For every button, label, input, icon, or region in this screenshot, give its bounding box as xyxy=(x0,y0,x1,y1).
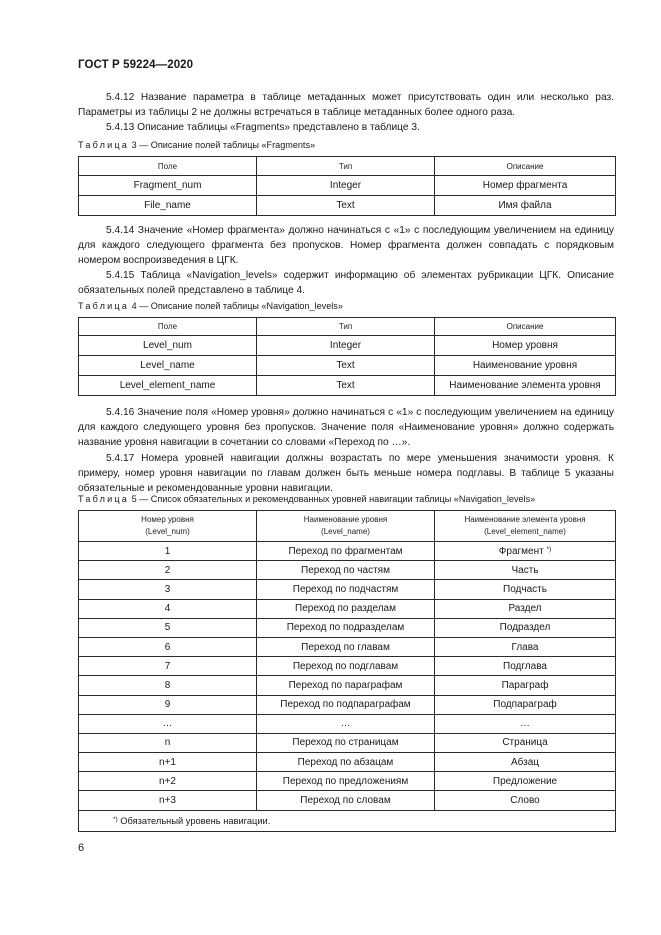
table-row xyxy=(79,676,616,695)
header-line: (Level_name) xyxy=(321,527,370,536)
cell-text: 7 xyxy=(164,660,171,672)
cell-text: n+3 xyxy=(159,795,176,807)
table-cell xyxy=(257,542,435,561)
table-cell: Text xyxy=(257,196,435,216)
cell-text: Слово xyxy=(510,795,540,807)
cell-text: Переход по подглавам xyxy=(292,660,399,672)
cell-text: 5 xyxy=(164,622,171,634)
table5-header-cell xyxy=(435,511,616,542)
table-cell xyxy=(435,753,616,772)
table4-header-cell: Поле xyxy=(79,318,257,336)
table-cell xyxy=(435,599,616,618)
cell-text: Абзац xyxy=(510,756,540,768)
table-4-caption-label: Таблица xyxy=(78,301,130,311)
table-cell xyxy=(435,772,616,791)
paragraph-5-4-16: 5.4.16 Значение поля «Номер уровня» должно начинаться с «1» с последующим увеличением на единицу для каждого следующего уровня без пропусков. Значение поля «Наименование уровня» должно содержать название уровня навигации в сочетании со словами «Переход по …». xyxy=(78,407,614,449)
cell-text: Переход по подчастям xyxy=(292,583,399,595)
cell-text: Подчасть xyxy=(503,583,547,595)
table-cell xyxy=(435,733,616,752)
cell-text: 6 xyxy=(164,641,171,653)
table-cell xyxy=(79,561,257,580)
cell-text: Подглава xyxy=(503,660,547,672)
table-row xyxy=(79,772,616,791)
table-cell: Номер уровня xyxy=(435,336,616,356)
table-row xyxy=(79,196,616,216)
cell-text: Предложение xyxy=(492,775,558,787)
cell-text: Раздел xyxy=(508,603,542,615)
cell-text: Фрагмент xyxy=(498,545,544,557)
table-cell xyxy=(435,676,616,695)
table-5-caption xyxy=(78,493,535,505)
table-row xyxy=(79,599,616,618)
table-cell xyxy=(257,599,435,618)
table-row xyxy=(79,542,616,561)
table-cell xyxy=(257,676,435,695)
table-cell xyxy=(79,657,257,676)
header-line: (Level_num) xyxy=(145,527,190,536)
table-cell xyxy=(79,580,257,599)
cell-text: Подпараграф xyxy=(493,699,557,711)
cell-text: Переход по подразделам xyxy=(286,622,405,634)
table-cell: Integer xyxy=(257,336,435,356)
table-cell xyxy=(79,714,257,733)
table-row xyxy=(79,791,616,810)
table-row xyxy=(79,753,616,772)
table-cell xyxy=(257,714,435,733)
table-3-caption xyxy=(78,139,315,151)
table-row xyxy=(79,714,616,733)
cell-text: n xyxy=(164,737,171,749)
table-cell xyxy=(79,753,257,772)
cell-text: 4 xyxy=(164,603,171,615)
cell-text: Часть xyxy=(511,564,539,576)
page-number: 6 xyxy=(78,842,85,854)
cell-text: … xyxy=(520,718,530,730)
cell-text: Переход по словам xyxy=(300,795,391,807)
cell-text: Переход по страницам xyxy=(292,737,399,749)
table-row xyxy=(79,336,616,356)
table-cell xyxy=(257,580,435,599)
cell-text: Переход по предложениям xyxy=(282,775,409,787)
cell-text: Переход по параграфам xyxy=(288,679,403,691)
table-5-header-row xyxy=(79,511,616,542)
table-cell xyxy=(79,733,257,752)
table-cell xyxy=(257,791,435,810)
table-cell xyxy=(257,772,435,791)
table-4-header-row xyxy=(79,318,616,336)
cell-text: Переход по разделам xyxy=(295,603,396,615)
table-cell xyxy=(79,637,257,656)
header-line: Наименование уровня xyxy=(303,515,388,524)
table-3-caption-label: Таблица xyxy=(78,140,130,150)
cell-text: 3 xyxy=(164,583,171,595)
table-cell: File_name xyxy=(79,196,257,216)
cell-text: Переход по абзацам xyxy=(297,756,394,768)
table-row xyxy=(79,657,616,676)
cell-text: Переход по подпараграфам xyxy=(280,699,411,711)
table3-header-cell: Описание xyxy=(435,157,616,176)
table-cell xyxy=(435,580,616,599)
table-cell: Fragment_num xyxy=(79,176,257,196)
table5-header-cell xyxy=(257,511,435,542)
table-cell xyxy=(435,695,616,714)
table-5 xyxy=(78,510,616,832)
cell-text: 9 xyxy=(164,699,171,711)
table-cell xyxy=(435,542,616,561)
header-line: Наименование элемента уровня xyxy=(464,515,586,524)
table-5-caption-label: Таблица xyxy=(78,494,130,504)
table-cell xyxy=(435,791,616,810)
table-cell xyxy=(257,561,435,580)
table-cell: Имя файла xyxy=(435,196,616,216)
paragraph-5-4-15: 5.4.15 Таблица «Navigation_levels» содержит информацию об элементах рубрикации ЦГК. Описание обязательных полей представлено в таблице 4. xyxy=(78,270,614,297)
table-cell: Наименование элемента уровня xyxy=(435,376,616,396)
table-cell: Integer xyxy=(257,176,435,196)
table-cell xyxy=(257,733,435,752)
table-row xyxy=(79,561,616,580)
table-cell: Наименование уровня xyxy=(435,356,616,376)
table-cell xyxy=(257,753,435,772)
cell-text: Переход по фрагментам xyxy=(288,545,403,557)
paragraph-5-4-14: 5.4.14 Значение «Номер фрагмента» должно начинаться с «1» с последующим увеличением на единицу для каждого следующего фрагмента без пропусков. Номер фрагмента должен совпадать с порядковым номером воспроизведения в ЦГК. xyxy=(78,225,614,267)
table-cell xyxy=(257,637,435,656)
document-header: ГОСТ Р 59224—2020 xyxy=(78,59,194,71)
cell-text: … xyxy=(340,718,351,730)
table-row xyxy=(79,580,616,599)
table-cell xyxy=(257,695,435,714)
table-cell: Level_element_name xyxy=(79,376,257,396)
cell-text: … xyxy=(162,718,173,730)
table-cell xyxy=(79,695,257,714)
cell-text: Параграф xyxy=(501,679,549,691)
table3-header-cell: Тип xyxy=(257,157,435,176)
table-cell xyxy=(257,618,435,637)
table5-header-cell xyxy=(79,511,257,542)
footnote-text: Обязательный уровень навигации. xyxy=(117,815,271,826)
table-cell xyxy=(435,618,616,637)
paragraph-5-4-12: 5.4.12 Название параметра в таблице метаданных может присутствовать один или несколько раз. Параметры из таблицы 2 не должны встречаться в таблице метаданных более одного раза. xyxy=(78,92,614,119)
table-4 xyxy=(78,317,616,396)
table-row xyxy=(79,618,616,637)
table-cell xyxy=(435,637,616,656)
cell-text: Страница xyxy=(502,737,548,749)
table-cell xyxy=(79,791,257,810)
cell-text: Переход по частям xyxy=(301,564,390,576)
cell-text: Глава xyxy=(511,641,539,653)
cell-text: 1 xyxy=(164,545,171,557)
table-4-caption xyxy=(78,300,343,312)
table-cell: Text xyxy=(257,356,435,376)
table-row xyxy=(79,733,616,752)
table-3-header-row xyxy=(79,157,616,176)
table-cell: Номер фрагмента xyxy=(435,176,616,196)
table-5-footnote xyxy=(79,810,616,831)
paragraph-5-4-13: 5.4.13 Описание таблицы «Fragments» представлено в таблице 3. xyxy=(106,122,420,133)
table-cell xyxy=(79,772,257,791)
paragraph-5-4-17: 5.4.17 Номера уровней навигации должны возрастать по мере уменьшения значимости уровня. К примеру, номер уровня навигации по главам должен быть меньше номера подглавы. В таблице 5 указаны обязательные и рекомендованные уровни навигации. xyxy=(78,453,614,495)
table-row xyxy=(79,637,616,656)
table3-header-cell: Поле xyxy=(79,157,257,176)
table4-header-cell: Описание xyxy=(435,318,616,336)
required-mark: *) xyxy=(546,545,552,553)
table-3 xyxy=(78,156,616,216)
table-5-footnote-row xyxy=(79,810,616,831)
table-cell xyxy=(257,657,435,676)
table-cell: Text xyxy=(257,376,435,396)
table-4-caption-text: 4 — Описание полей таблицы «Navigation_levels» xyxy=(129,301,343,311)
table-cell xyxy=(435,714,616,733)
table-cell: Level_name xyxy=(79,356,257,376)
table-row xyxy=(79,176,616,196)
cell-text: 8 xyxy=(164,679,171,691)
table-cell xyxy=(435,657,616,676)
table-row xyxy=(79,695,616,714)
table-row xyxy=(79,356,616,376)
footnote-mark: *) xyxy=(113,815,118,823)
cell-text: n+1 xyxy=(159,756,176,768)
table-cell: Level_num xyxy=(79,336,257,356)
table-cell xyxy=(79,618,257,637)
cell-text: n+2 xyxy=(159,775,176,787)
table-5-caption-text: 5 — Список обязательных и рекомендованных уровней навигации таблицы «Navigation_levels» xyxy=(129,494,536,504)
header-line: Номер уровня xyxy=(141,515,194,524)
table-3-caption-text: 3 — Описание полей таблицы «Fragments» xyxy=(129,140,316,150)
table-row xyxy=(79,376,616,396)
table4-header-cell: Тип xyxy=(257,318,435,336)
table-cell xyxy=(79,676,257,695)
table-cell xyxy=(435,561,616,580)
header-line: (Level_element_name) xyxy=(484,527,566,536)
cell-text: 2 xyxy=(164,564,171,576)
table-cell xyxy=(79,599,257,618)
cell-text: Подраздел xyxy=(499,622,551,634)
cell-text: Переход по главам xyxy=(301,641,390,653)
table-cell xyxy=(79,542,257,561)
